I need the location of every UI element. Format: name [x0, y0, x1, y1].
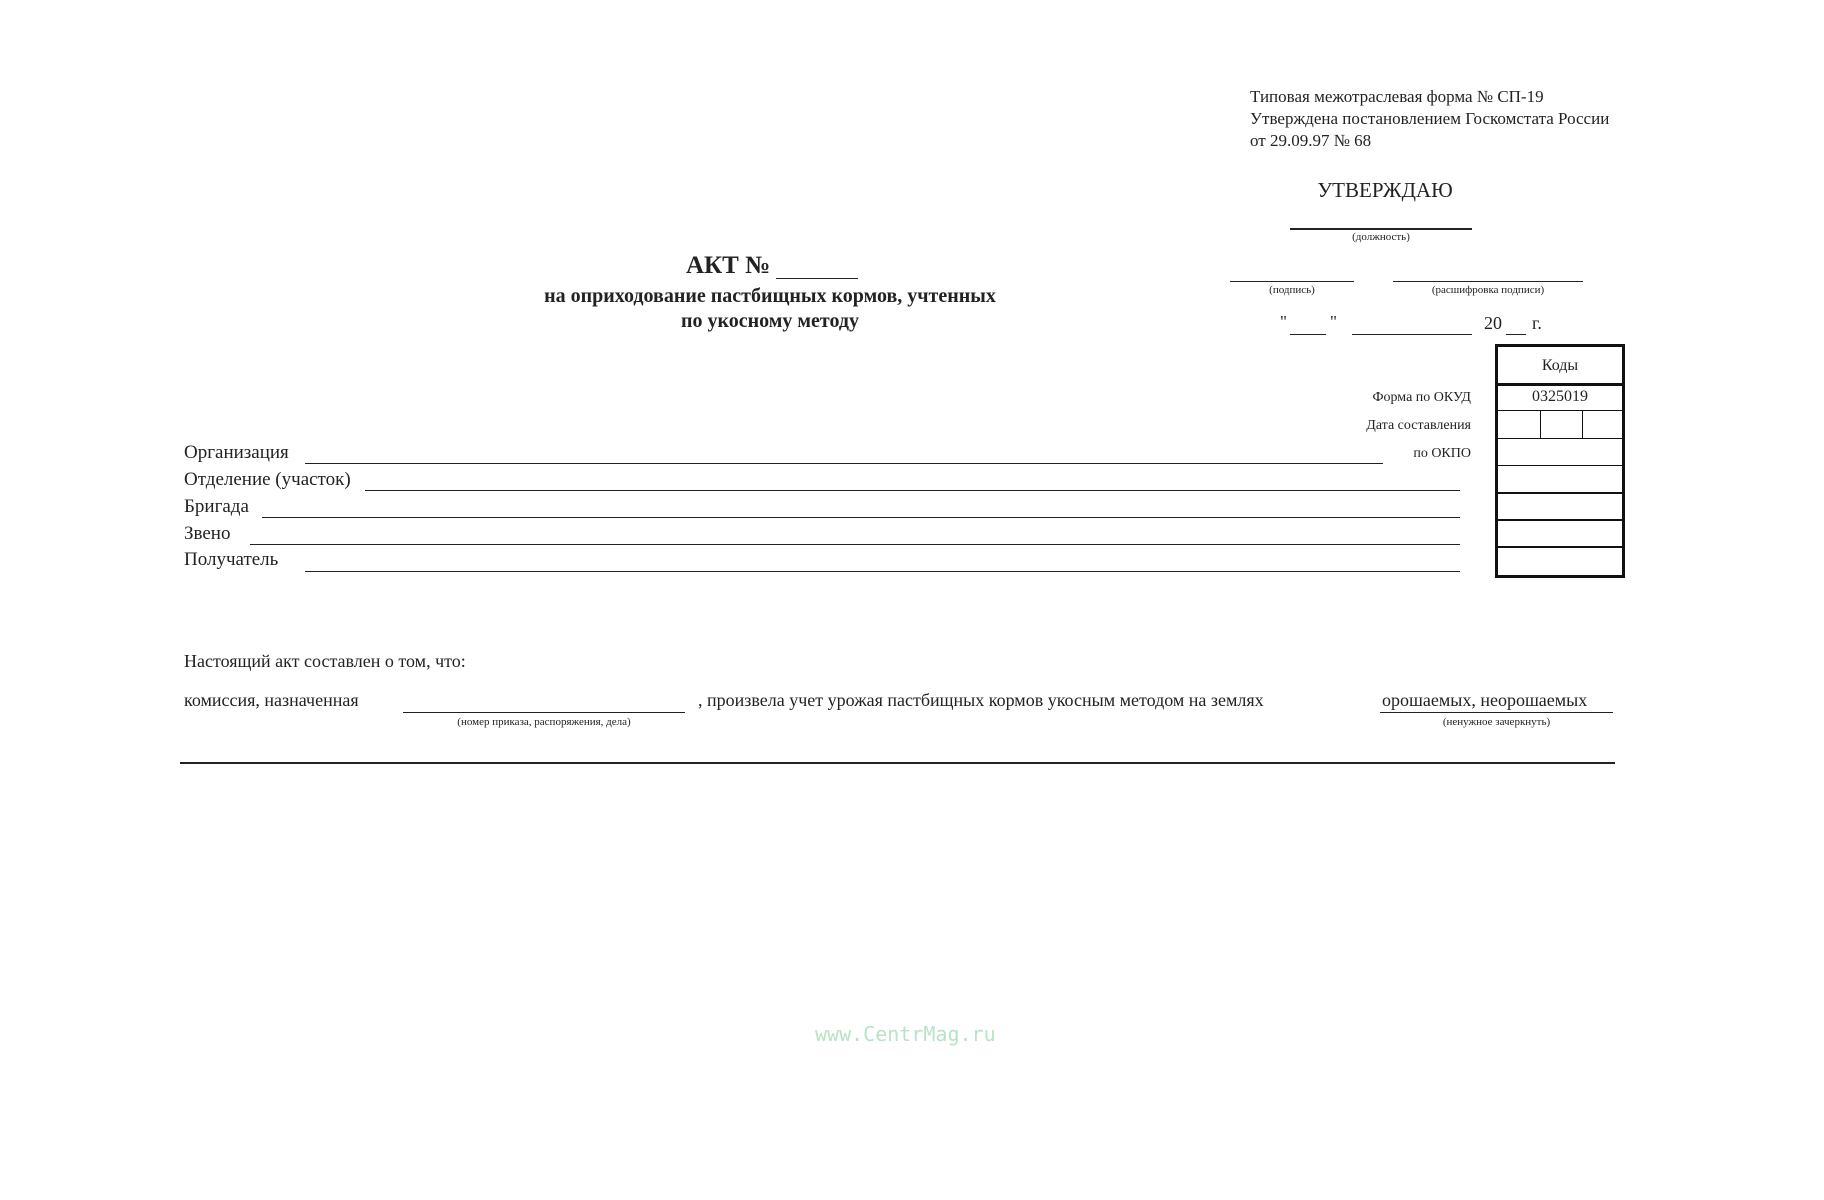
brigade-label: Бригада	[184, 496, 249, 517]
codes-row-divider	[1498, 383, 1622, 386]
lands-caption: (ненужное зачеркнуть)	[1442, 716, 1551, 728]
commission-line	[403, 712, 685, 713]
commission-caption: (номер приказа, распоряжения, дела)	[457, 716, 631, 728]
commission-label: комиссия, назначенная	[184, 690, 359, 710]
date-cell-divider	[1540, 411, 1541, 438]
decode-caption: (расшифровка подписи)	[1431, 284, 1545, 296]
codes-row-divider	[1498, 519, 1622, 521]
year-line	[1506, 334, 1526, 335]
intro-text: Настоящий акт составлен о том, что:	[184, 651, 466, 671]
act-number-line	[776, 278, 858, 279]
department-line	[365, 490, 1460, 491]
unit-label: Звено	[184, 523, 231, 544]
signature-caption: (подпись)	[1269, 284, 1315, 296]
brigade-line	[262, 517, 1460, 518]
okpo-label: по ОКПО	[1413, 446, 1471, 461]
date-label: Дата составления	[1366, 418, 1471, 433]
lands-options: орошаемых, неорошаемых	[1382, 690, 1588, 710]
watermark: www.CentrMag.ru	[815, 1022, 996, 1046]
decode-line	[1393, 281, 1583, 282]
year-suffix: г.	[1532, 313, 1542, 333]
okud-code: 0325019	[1532, 388, 1588, 405]
recipient-label: Получатель	[184, 549, 279, 570]
department-label: Отделение (участок)	[184, 469, 351, 490]
position-caption: (должность)	[1352, 231, 1410, 243]
codes-row-divider	[1498, 438, 1622, 439]
codes-row-divider	[1498, 410, 1622, 411]
codes-table	[1495, 344, 1625, 578]
position-line	[1290, 228, 1472, 230]
act-subtitle-2: по укосному методу	[680, 310, 860, 332]
recipient-line	[305, 571, 1460, 572]
form-approval-line: Утверждена постановлением Госкомстата России	[1250, 109, 1610, 128]
lands-line	[1380, 712, 1613, 713]
bottom-rule	[180, 762, 1615, 764]
commission-text: , произвела учет урожая пастбищных кормов укосным методом на землях	[698, 690, 1264, 710]
okud-label: Форма по ОКУД	[1372, 390, 1471, 405]
organization-line	[305, 463, 1383, 464]
date-day-line	[1290, 334, 1326, 335]
approve-title: УТВЕРЖДАЮ	[1317, 178, 1453, 202]
form-date-line: от 29.09.97 № 68	[1250, 131, 1372, 150]
form-type-line: Типовая межотраслевая форма № СП-19	[1250, 87, 1544, 106]
act-subtitle: на оприходование пастбищных кормов, учтенных	[544, 285, 996, 307]
codes-row-divider	[1498, 492, 1622, 494]
codes-row-divider	[1498, 465, 1622, 466]
signature-line	[1230, 281, 1354, 282]
year-prefix: 20	[1484, 313, 1502, 333]
act-title: АКТ №	[686, 252, 771, 279]
date-quote-close: "	[1330, 312, 1337, 331]
date-quote-open: "	[1280, 312, 1287, 331]
codes-header: Коды	[1541, 357, 1579, 374]
date-cell-divider	[1582, 411, 1583, 438]
unit-line	[250, 544, 1460, 545]
organization-label: Организация	[184, 442, 289, 463]
date-month-line	[1352, 334, 1472, 335]
codes-row-divider	[1498, 546, 1622, 548]
